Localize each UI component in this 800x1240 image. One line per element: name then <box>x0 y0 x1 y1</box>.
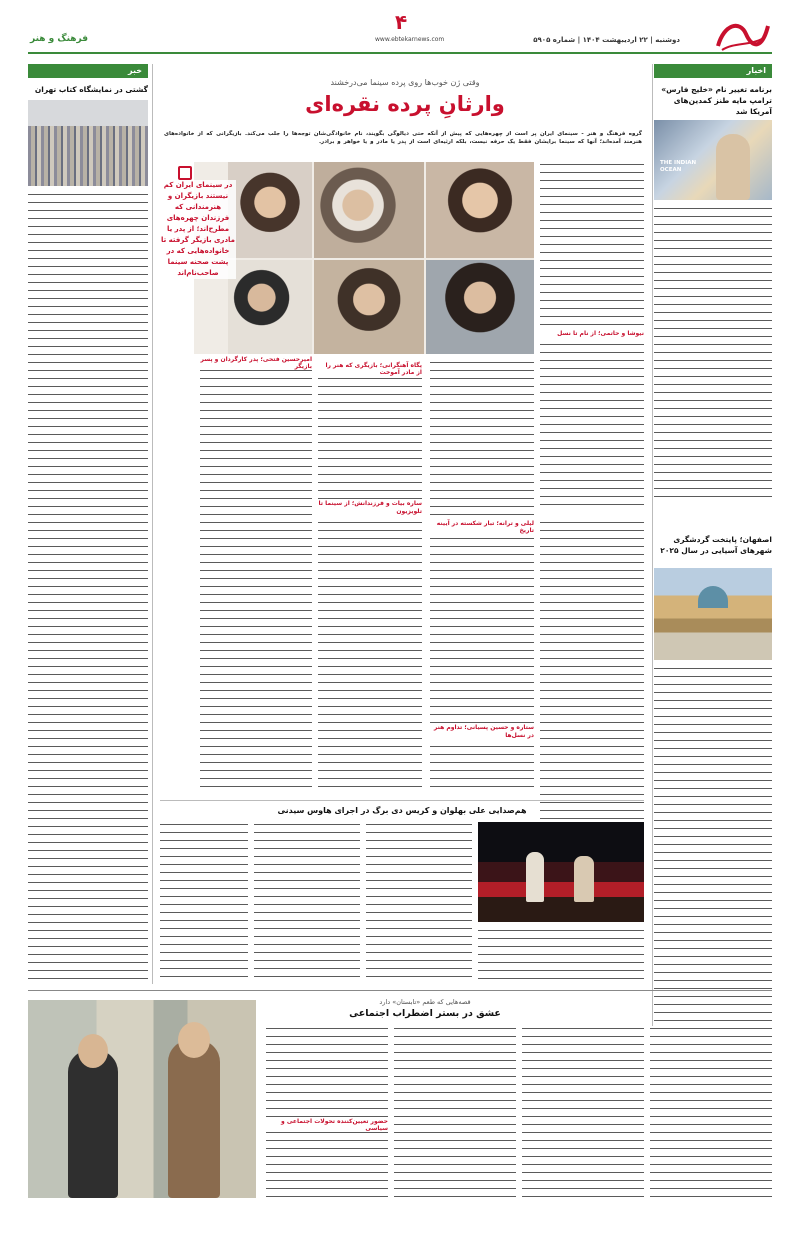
feature-kicker: وقتی ژن خوب‌ها روی پرده سینما می‌درخشند <box>330 78 480 87</box>
actor-left <box>68 1050 118 1198</box>
feature-col-d <box>200 360 312 790</box>
bottom-col-3 <box>394 1026 516 1198</box>
section-name: فرهنگ و هنر <box>30 34 88 44</box>
mid-story-col-2 <box>254 822 360 982</box>
film-still-photo <box>28 1000 256 1198</box>
bottom-col-1 <box>650 1026 772 1198</box>
subhead-6: ساره بیات و فرزندانش؛ از سینما تا تلویزیون <box>318 500 422 515</box>
subhead-7: ستاره و حسین پسیانی؛ تداوم هنر در نسل‌ها <box>430 724 534 740</box>
pullquote: در سینمای ایران کم نیستند بازیگران و هنرمندانی که فرزندان چهره‌های مطرح‌اند؛ از پدر یا مادری بازیگر گرفته تا خانواده‌هایی که در پشت صحنه سینما صاحب‌نام‌اند <box>160 181 236 277</box>
masthead-rule <box>28 52 772 54</box>
bottom-subhead: حضور تعیین‌کننده تحولات اجتماعی و سیاسی <box>266 1118 388 1132</box>
left-column-header: خبر <box>28 64 148 78</box>
left-story-title: گشتی در نمایشگاه کتاب تهران <box>34 85 148 94</box>
story1-image-text: THE INDIAN OCEAN <box>660 160 697 173</box>
feature-col-c <box>318 360 422 790</box>
logo-emblem-icon <box>712 16 772 54</box>
bottom-col-2 <box>522 1026 644 1198</box>
left-column <box>28 64 148 984</box>
bottom-story-rule <box>28 990 772 991</box>
left-story-body <box>28 192 148 984</box>
story1-title: برنامه تغییر نام «خلیج فارس» ترامپ مایه طنز کمدین‌های آمریکا شد <box>661 85 772 116</box>
page-number: ۴ <box>395 10 408 34</box>
bottom-story-kicker: قصه‌هایی که طعم «تابستان» دارد <box>379 998 471 1006</box>
mid-story-title: هم‌صدایی علی بهلوان و کریس دی برگ در اجرای هاوس سیدنی <box>277 806 527 815</box>
left-column-divider <box>152 64 153 984</box>
right-column-divider <box>652 64 653 1104</box>
feature-title: وارثانِ پرده نقره‌ای <box>305 92 505 116</box>
mid-story-rule <box>160 800 644 801</box>
feature-lead: گروه فرهنگ و هنر - سینمای ایران پر است از چهره‌هایی که پیش از آنکه حتی دیالوگی بگویند، نام خانوادگی‌شان توجه‌ها را جلب می‌کند. بازیگرانی که از خانواده‌های هنرمند آمده‌اند؛ آنها که سینما برایشان فقط یک حرفه نیست، بلکه ارثیه‌ای است از پدر یا مادر و یا خواهر و برادر. <box>164 131 642 145</box>
photo-collage <box>194 162 534 354</box>
story2-title: اصفهان؛ پایتخت گردشگری شهرهای آسیایی در سال ۲۰۲۵ <box>660 535 772 555</box>
bottom-story-title: عشق در بستر اضطراب اجتماعی <box>349 1008 501 1019</box>
bottom-col-4 <box>266 1026 388 1198</box>
anchor-figure <box>716 134 750 200</box>
actor-left-head <box>78 1034 108 1068</box>
right-column-header: اخبار <box>654 64 772 78</box>
subhead-5: پگاه آهنگرانی؛ بازیگری که هنر را از مادر آموخت <box>318 362 422 376</box>
mosque-dome <box>698 586 728 608</box>
subhead-1: نیوشا و حاتمی؛ از نام تا نسل <box>557 330 644 337</box>
mid-story-col-3 <box>160 822 248 982</box>
date-line: دوشنبه | ۲۲ اردیبهشت ۱۴۰۴ | شماره ۵۹۰۵ <box>533 36 680 44</box>
photo-father-daughter <box>314 162 424 258</box>
feature-col-a3 <box>540 520 644 820</box>
concert-photo <box>478 822 644 922</box>
mid-story-col-4 <box>478 928 644 982</box>
photo-actress-2 <box>228 162 312 258</box>
hall-ceiling <box>28 100 148 126</box>
photo-actress-1 <box>426 162 534 258</box>
story1-body <box>654 206 772 502</box>
feature-col-a <box>540 162 644 327</box>
singer-1 <box>526 852 544 902</box>
story1-photo <box>654 120 772 200</box>
photo-actor-family <box>228 260 312 354</box>
actor-right-head <box>178 1022 210 1058</box>
mid-story-col-1 <box>366 822 472 982</box>
feature-col-a2 <box>540 342 644 512</box>
story2-photo <box>654 568 772 660</box>
subhead-2: لیلی و ترانه؛ تبار شکسته در آیینه تاریخ <box>430 520 534 534</box>
masthead <box>0 0 800 60</box>
logo <box>712 16 772 54</box>
site-url: www.ebtekarnews.com <box>375 36 445 43</box>
singer-2 <box>574 856 594 902</box>
quote-mark-icon <box>178 166 192 180</box>
photo-mother-daughter <box>314 260 424 354</box>
right-column <box>654 64 772 1104</box>
actor-right <box>168 1040 220 1198</box>
photo-actress-3 <box>426 260 534 354</box>
book-fair-photo <box>28 100 148 186</box>
subhead-4: امیرحسین فتحی؛ پدر کارگردان و پسر بازیگر <box>200 356 312 370</box>
